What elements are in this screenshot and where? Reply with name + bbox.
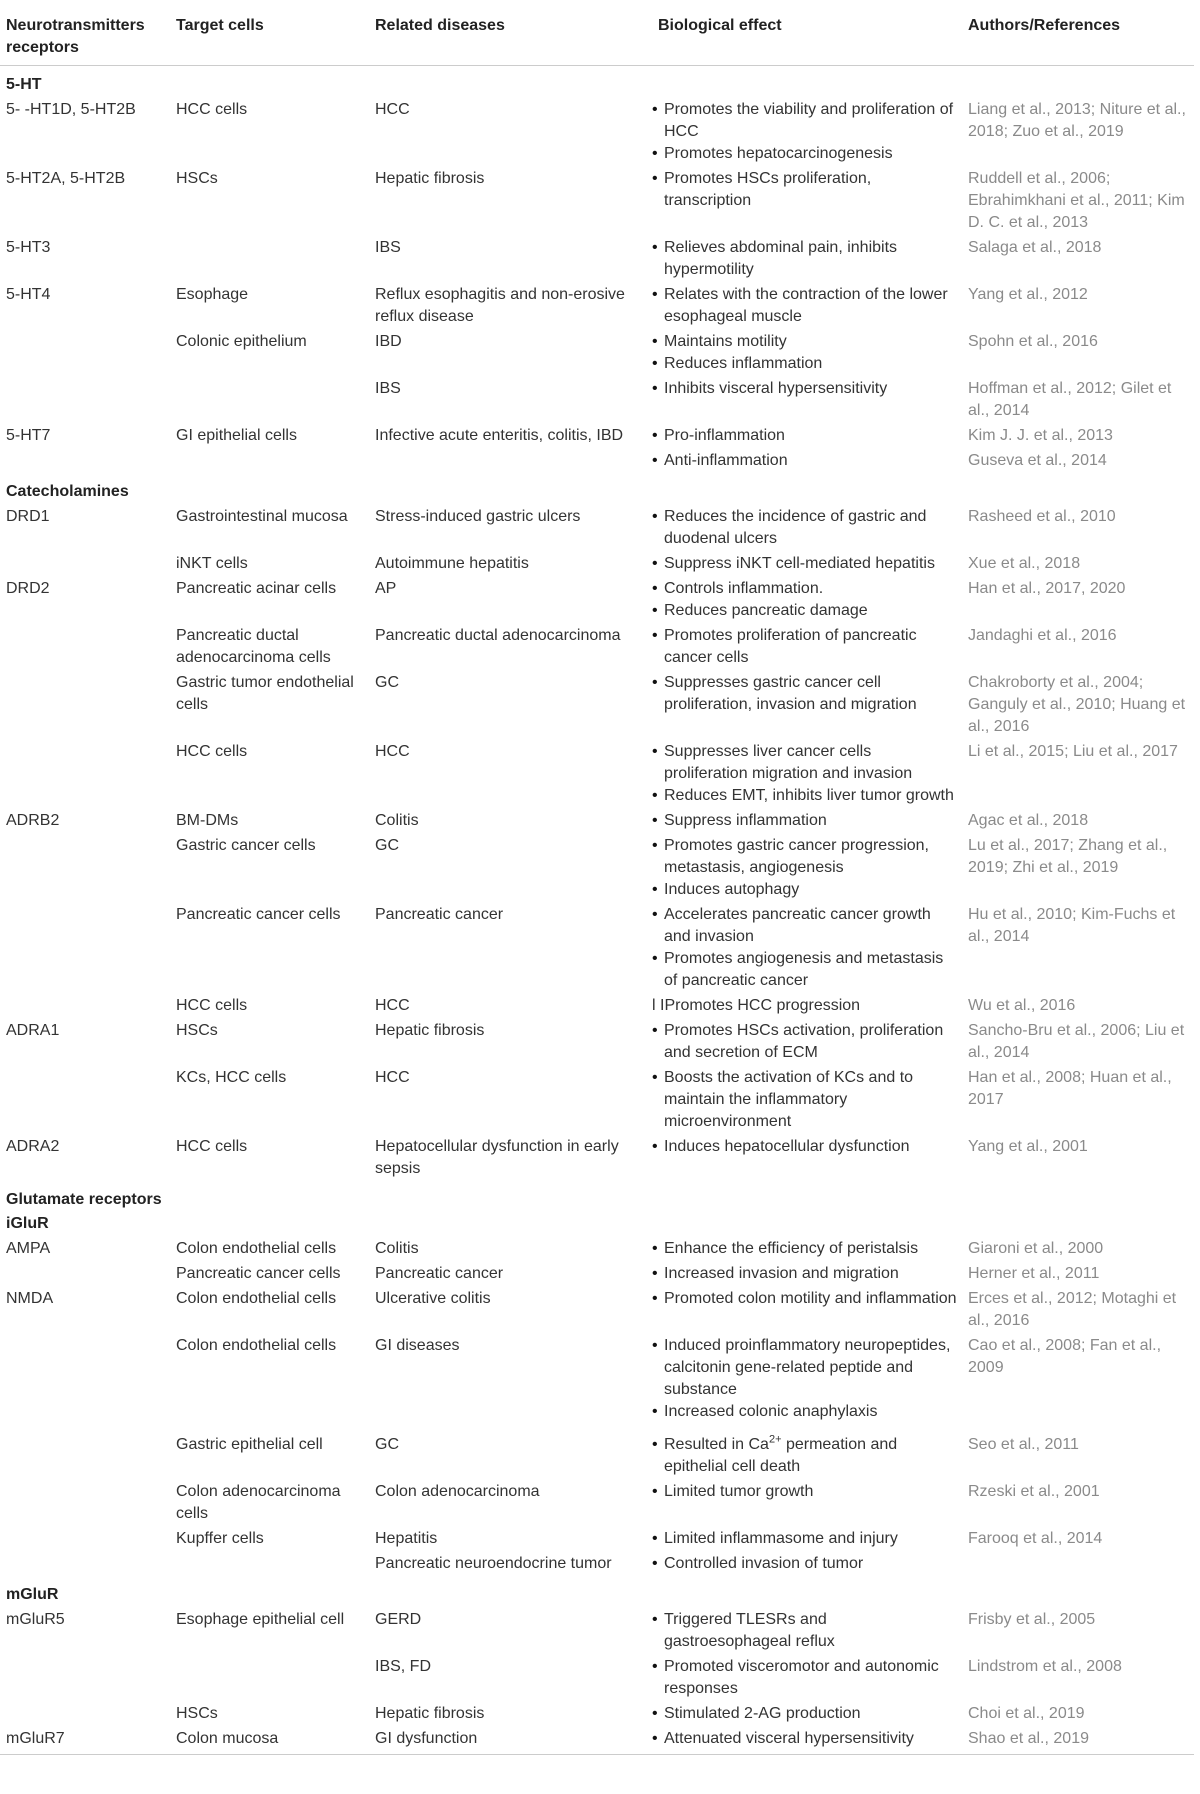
table-row (0, 1654, 1194, 1701)
cell-related-disease: Autoimmune hepatitis (375, 555, 529, 572)
table-header-row (0, 6, 1194, 66)
cell-references: Liang et al., 2013; Niture et al., 2018; Zuo et al., 2019 (968, 101, 1186, 140)
cell-target-cells: Colon endothelial cells (176, 1240, 337, 1257)
cell-receptor (0, 1551, 170, 1576)
cell-related-disease: Reflux esophagitis and non-erosive reflux disease (375, 286, 625, 325)
cell-related-disease: IBS (375, 380, 401, 397)
effect-item: • Suppress iNKT cell-mediated hepatitis (652, 553, 958, 575)
cell-target-cells: Colon adenocarcinoma cells (176, 1483, 341, 1522)
effect-item: • Reduces EMT, inhibits liver tumor growth (652, 785, 958, 807)
effect-item: • Limited inflammasome and injury (652, 1528, 958, 1550)
cell-references: Salaga et al., 2018 (968, 239, 1102, 256)
cell-target-cells: HSCs (176, 170, 218, 187)
cell-biological-effect (652, 1654, 962, 1701)
cell-references: Herner et al., 2011 (968, 1265, 1100, 1282)
cell-target-cells: KCs, HCC cells (176, 1069, 287, 1086)
effect-item: • Stimulated 2-AG production (652, 1703, 958, 1725)
table-row (0, 1551, 1194, 1576)
section-title: 5-HT (6, 76, 42, 93)
cell-related-disease: Hepatic fibrosis (375, 1022, 485, 1039)
table-row (0, 376, 1194, 423)
cell-receptor: AMPA (6, 1240, 51, 1257)
cell-related-disease: Infective acute enteritis, colitis, IBD (375, 427, 624, 444)
cell-related-disease: GI dysfunction (375, 1730, 478, 1747)
cell-target-cells: iNKT cells (176, 555, 248, 572)
table-row (0, 235, 1194, 282)
cell-receptor: 5-HT7 (6, 427, 51, 444)
table-row (0, 739, 1194, 808)
cell-target-cells: Colonic epithelium (176, 333, 307, 350)
cell-biological-effect (652, 1526, 962, 1551)
cell-receptor (0, 739, 170, 808)
superscript-charge: 2+ (768, 1433, 782, 1446)
cell-receptor (0, 833, 170, 902)
table-row (0, 166, 1194, 235)
cell-target-cells: Pancreatic ductal adenocarcinoma cells (176, 627, 331, 666)
cell-related-disease: GI diseases (375, 1337, 460, 1354)
cell-references: Sancho-Bru et al., 2006; Liu et al., 2014 (968, 1022, 1185, 1061)
cell-target-cells: Esophage epithelial cell (176, 1611, 345, 1628)
section-row (0, 1181, 1194, 1212)
table-row (0, 623, 1194, 670)
table-bottom-rule (0, 1754, 1194, 1755)
effect-item: • Anti-inflammation (652, 450, 958, 472)
cell-references: Yang et al., 2001 (968, 1138, 1088, 1155)
cell-biological-effect (652, 1333, 962, 1424)
header-receptor: Neurotransmitters receptors (6, 17, 145, 56)
cell-receptor: 5-HT3 (6, 239, 51, 256)
cell-references: Hu et al., 2010; Kim-Fuchs et al., 2014 (968, 906, 1176, 945)
cell-references: Shao et al., 2019 (968, 1730, 1089, 1747)
effect-item: • Induces autophagy (652, 879, 958, 901)
cell-receptor (0, 670, 170, 739)
effect-item: • Promotes the viability and proliferation of HCC (652, 99, 958, 143)
table-row (0, 1479, 1194, 1526)
cell-target-cells: HSCs (176, 1705, 218, 1722)
cell-receptor: DRD2 (6, 580, 50, 597)
cell-references: Chakroborty et al., 2004; Ganguly et al., 2010; Huang et al., 2016 (968, 674, 1186, 735)
cell-receptor: mGluR5 (6, 1611, 65, 1628)
cell-target-cells: Colon endothelial cells (176, 1290, 337, 1307)
table-row (0, 1701, 1194, 1726)
cell-receptor (0, 1333, 170, 1424)
table-row (0, 833, 1194, 902)
table-row (0, 1726, 1194, 1751)
cell-biological-effect (652, 376, 962, 423)
cell-related-disease: Pancreatic ductal adenocarcinoma (375, 627, 621, 644)
effect-item: • Promoted colon motility and inflammation (652, 1288, 958, 1310)
cell-receptor (0, 551, 170, 576)
cell-biological-effect (652, 739, 962, 808)
cell-references: Seo et al., 2011 (968, 1436, 1079, 1453)
cell-receptor (0, 1065, 170, 1134)
effect-item (652, 1434, 958, 1478)
section-title: iGluR (6, 1215, 49, 1232)
effect-item: • Attenuated visceral hypersensitivity (652, 1728, 958, 1750)
table-row (0, 1333, 1194, 1424)
cell-related-disease: Hepatitis (375, 1530, 438, 1547)
cell-related-disease: IBS (375, 239, 401, 256)
cell-related-disease: HCC (375, 743, 410, 760)
cell-references (962, 1551, 1194, 1576)
cell-references: Rzeski et al., 2001 (968, 1483, 1100, 1500)
cell-biological-effect (652, 576, 962, 623)
cell-target-cells: HCC cells (176, 997, 248, 1014)
cell-references: Frisby et al., 2005 (968, 1611, 1096, 1628)
cell-biological-effect (652, 235, 962, 282)
cell-target-cells: Pancreatic cancer cells (176, 906, 341, 923)
cell-target-cells (170, 376, 369, 423)
cell-related-disease: Pancreatic cancer (375, 1265, 504, 1282)
table-row (0, 902, 1194, 993)
cell-biological-effect (652, 97, 962, 166)
cell-related-disease (369, 448, 652, 473)
effect-item: • Relieves abdominal pain, inhibits hypermotility (652, 237, 958, 281)
header-related-diseases: Related diseases (375, 17, 505, 34)
section-row (0, 473, 1194, 504)
cell-receptor (0, 1654, 170, 1701)
effect-item: • Controls inflammation. (652, 578, 958, 600)
effect-item: • Reduces inflammation (652, 353, 958, 375)
effect-item: • Accelerates pancreatic cancer growth and invasion (652, 904, 958, 948)
cell-receptor (0, 329, 170, 376)
effect-item: • Enhance the efficiency of peristalsis (652, 1238, 958, 1260)
section-title: Catecholamines (6, 483, 129, 500)
cell-target-cells: Gastrointestinal mucosa (176, 508, 348, 525)
table-row (0, 1236, 1194, 1261)
cell-related-disease: Hepatocellular dysfunction in early sepsis (375, 1138, 619, 1177)
cell-references: Lu et al., 2017; Zhang et al., 2019; Zhi et al., 2019 (968, 837, 1168, 876)
cell-biological-effect (652, 1726, 962, 1751)
cell-references: Yang et al., 2012 (968, 286, 1088, 303)
cell-related-disease: Colon adenocarcinoma (375, 1483, 540, 1500)
section-row (0, 1576, 1194, 1607)
table-row (0, 1065, 1194, 1134)
cell-target-cells: Pancreatic cancer cells (176, 1265, 341, 1282)
cell-related-disease: AP (375, 580, 397, 597)
cell-biological-effect (652, 1479, 962, 1526)
cell-related-disease: Hepatic fibrosis (375, 170, 485, 187)
effect-item: • Inhibits visceral hypersensitivity (652, 378, 958, 400)
effect-item: • Triggered TLESRs and gastroesophageal reflux (652, 1609, 958, 1653)
cell-target-cells: BM-DMs (176, 812, 239, 829)
cell-target-cells: Gastric cancer cells (176, 837, 316, 854)
cell-receptor (0, 1424, 170, 1479)
table-row (0, 808, 1194, 833)
effect-item: • Suppresses liver cancer cells proliferation migration and invasion (652, 741, 958, 785)
table-row (0, 423, 1194, 448)
cell-references: Xue et al., 2018 (968, 555, 1081, 572)
cell-references: Farooq et al., 2014 (968, 1530, 1103, 1547)
table-row (0, 1607, 1194, 1654)
cell-references: Ruddell et al., 2006; Ebrahimkhani et al., 2011; Kim D. C. et al., 2013 (968, 170, 1185, 231)
cell-biological-effect (652, 448, 962, 473)
table-row (0, 504, 1194, 551)
effect-item: • Induced proinflammatory neuropeptides, calcitonin gene-related peptide and substance (652, 1335, 958, 1401)
cell-references: Guseva et al., 2014 (968, 452, 1107, 469)
cell-receptor (0, 993, 170, 1018)
cell-receptor: ADRB2 (6, 812, 60, 829)
table-row (0, 576, 1194, 623)
effect-item: • Promotes angiogenesis and metastasis of pancreatic cancer (652, 948, 958, 992)
cell-references: Giaroni et al., 2000 (968, 1240, 1104, 1257)
effect-text: permeation and epithelial cell death (664, 1436, 898, 1475)
cell-references: Li et al., 2015; Liu et al., 2017 (968, 743, 1178, 760)
cell-receptor (0, 902, 170, 993)
effect-item: • Promoted visceromotor and autonomic responses (652, 1656, 958, 1700)
cell-references: Hoffman et al., 2012; Gilet et al., 2014 (968, 380, 1172, 419)
cell-target-cells: HSCs (176, 1022, 218, 1039)
cell-receptor (0, 1526, 170, 1551)
cell-target-cells: Gastric tumor endothelial cells (176, 674, 354, 713)
cell-receptor (0, 1479, 170, 1526)
receptors-table (0, 6, 1194, 1751)
cell-biological-effect (652, 808, 962, 833)
effect-item: • Promotes hepatocarcinogenesis (652, 143, 958, 165)
cell-related-disease: Ulcerative colitis (375, 1290, 491, 1307)
table-row (0, 993, 1194, 1018)
cell-biological-effect (652, 833, 962, 902)
cell-related-disease: IBD (375, 333, 402, 350)
effect-item: • Maintains motility (652, 331, 958, 353)
cell-receptor: ADRA2 (6, 1138, 60, 1155)
cell-biological-effect (652, 902, 962, 993)
cell-biological-effect (652, 329, 962, 376)
cell-related-disease: Hepatic fibrosis (375, 1705, 485, 1722)
cell-biological-effect (652, 551, 962, 576)
cell-biological-effect (652, 1065, 962, 1134)
cell-target-cells: HCC cells (176, 743, 248, 760)
cell-references: Agac et al., 2018 (968, 812, 1089, 829)
cell-target-cells: Colon mucosa (176, 1730, 279, 1747)
cell-related-disease: Colitis (375, 1240, 419, 1257)
section-row (0, 1212, 1194, 1236)
cell-references: Choi et al., 2019 (968, 1705, 1085, 1722)
table-body (0, 66, 1194, 1752)
cell-receptor (0, 448, 170, 473)
cell-receptor: DRD1 (6, 508, 50, 525)
cell-receptor: 5-HT4 (6, 286, 51, 303)
effect-item: • Controlled invasion of tumor (652, 1553, 958, 1575)
cell-target-cells (170, 1654, 369, 1701)
cell-related-disease: Colitis (375, 812, 419, 829)
cell-biological-effect (652, 623, 962, 670)
cell-receptor: 5-HT2A, 5-HT2B (6, 170, 126, 187)
table-row (0, 670, 1194, 739)
cell-references: Jandaghi et al., 2016 (968, 627, 1117, 644)
cell-related-disease: GC (375, 1436, 399, 1453)
header-target-cells: Target cells (176, 17, 264, 34)
cell-related-disease: Pancreatic neuroendocrine tumor (375, 1555, 612, 1572)
cell-biological-effect (652, 1018, 962, 1065)
effect-item: • Limited tumor growth (652, 1481, 958, 1503)
cell-references: Han et al., 2017, 2020 (968, 580, 1126, 597)
cell-biological-effect (652, 1261, 962, 1286)
cell-biological-effect (652, 993, 962, 1018)
cell-related-disease: GC (375, 674, 399, 691)
cell-biological-effect (652, 1424, 962, 1479)
header-biological-effect: Biological effect (658, 17, 782, 34)
effect-item: • Boosts the activation of KCs and to maintain the inflammatory microenvironment (652, 1067, 958, 1133)
effect-item: • Promotes HSCs activation, proliferation and secretion of ECM (652, 1020, 958, 1064)
table-row (0, 1261, 1194, 1286)
cell-receptor: NMDA (6, 1290, 54, 1307)
cell-references: Cao et al., 2008; Fan et al., 2009 (968, 1337, 1162, 1376)
effect-text: Resulted in Ca (664, 1436, 769, 1453)
section-title: mGluR (6, 1586, 59, 1603)
cell-biological-effect (652, 504, 962, 551)
table-row (0, 1018, 1194, 1065)
cell-target-cells: HCC cells (176, 101, 248, 118)
cell-biological-effect (652, 670, 962, 739)
effect-item: • Promotes proliferation of pancreatic cancer cells (652, 625, 958, 669)
cell-biological-effect (652, 282, 962, 329)
table-row (0, 1134, 1194, 1181)
effect-item: • Suppress inflammation (652, 810, 958, 832)
cell-references: Rasheed et al., 2010 (968, 508, 1116, 525)
table-row (0, 282, 1194, 329)
cell-related-disease: IBS, FD (375, 1658, 432, 1675)
cell-biological-effect (652, 1551, 962, 1576)
effect-item: • Promotes gastric cancer progression, metastasis, angiogenesis (652, 835, 958, 879)
effect-item: • Induces hepatocellular dysfunction (652, 1136, 958, 1158)
cell-related-disease: Stress-induced gastric ulcers (375, 508, 581, 525)
effect-item: • Reduces the incidence of gastric and duodenal ulcers (652, 506, 958, 550)
cell-related-disease: HCC (375, 101, 410, 118)
cell-biological-effect (652, 1134, 962, 1181)
cell-receptor: ADRA1 (6, 1022, 60, 1039)
effect-item: • Increased colonic anaphylaxis (652, 1401, 958, 1423)
table-row (0, 97, 1194, 166)
cell-receptor: 5- -HT1D, 5-HT2B (6, 101, 136, 118)
section-title: Glutamate receptors (6, 1191, 162, 1208)
section-row (0, 66, 1194, 98)
effect-item: • Reduces pancreatic damage (652, 600, 958, 622)
cell-biological-effect (652, 1701, 962, 1726)
cell-references: Erces et al., 2012; Motaghi et al., 2016 (968, 1290, 1177, 1329)
cell-receptor (0, 376, 170, 423)
cell-receptor (0, 1701, 170, 1726)
cell-related-disease: HCC (375, 1069, 410, 1086)
table-row (0, 448, 1194, 473)
table-row (0, 329, 1194, 376)
table-row (0, 551, 1194, 576)
table-row (0, 1526, 1194, 1551)
cell-target-cells: Esophage (176, 286, 249, 303)
cell-target-cells: HCC cells (176, 1138, 248, 1155)
cell-receptor (0, 623, 170, 670)
cell-references: Han et al., 2008; Huan et al., 2017 (968, 1069, 1172, 1108)
cell-target-cells: GI epithelial cells (176, 427, 297, 444)
cell-related-disease: HCC (375, 997, 410, 1014)
effect-item: l IPromotes HCC progression (652, 997, 861, 1014)
cell-biological-effect (652, 1607, 962, 1654)
table-row (0, 1424, 1194, 1479)
cell-target-cells: Kupffer cells (176, 1530, 264, 1547)
cell-target-cells: Colon endothelial cells (176, 1337, 337, 1354)
cell-target-cells: Gastric epithelial cell (176, 1436, 323, 1453)
cell-related-disease: Pancreatic cancer (375, 906, 504, 923)
cell-receptor: mGluR7 (6, 1730, 65, 1747)
effect-item: • Promotes HSCs proliferation, transcription (652, 168, 958, 212)
cell-biological-effect (652, 1236, 962, 1261)
cell-biological-effect (652, 166, 962, 235)
cell-target-cells: Pancreatic acinar cells (176, 580, 337, 597)
header-references: Authors/References (968, 17, 1121, 34)
cell-target-cells (170, 448, 369, 473)
cell-related-disease: GERD (375, 1611, 422, 1628)
cell-related-disease: GC (375, 837, 399, 854)
cell-references: Spohn et al., 2016 (968, 333, 1098, 350)
effect-item: • Increased invasion and migration (652, 1263, 958, 1285)
effect-item: • Pro-inflammation (652, 425, 958, 447)
cell-references: Lindstrom et al., 2008 (968, 1658, 1122, 1675)
cell-biological-effect (652, 1286, 962, 1333)
cell-target-cells (170, 1551, 369, 1576)
table-row (0, 1286, 1194, 1333)
cell-references: Wu et al., 2016 (968, 997, 1076, 1014)
cell-references: Kim J. J. et al., 2013 (968, 427, 1113, 444)
effect-item: • Relates with the contraction of the lower esophageal muscle (652, 284, 958, 328)
cell-receptor (0, 1261, 170, 1286)
cell-biological-effect (652, 423, 962, 448)
effect-item: • Suppresses gastric cancer cell proliferation, invasion and migration (652, 672, 958, 716)
cell-target-cells (170, 235, 369, 282)
